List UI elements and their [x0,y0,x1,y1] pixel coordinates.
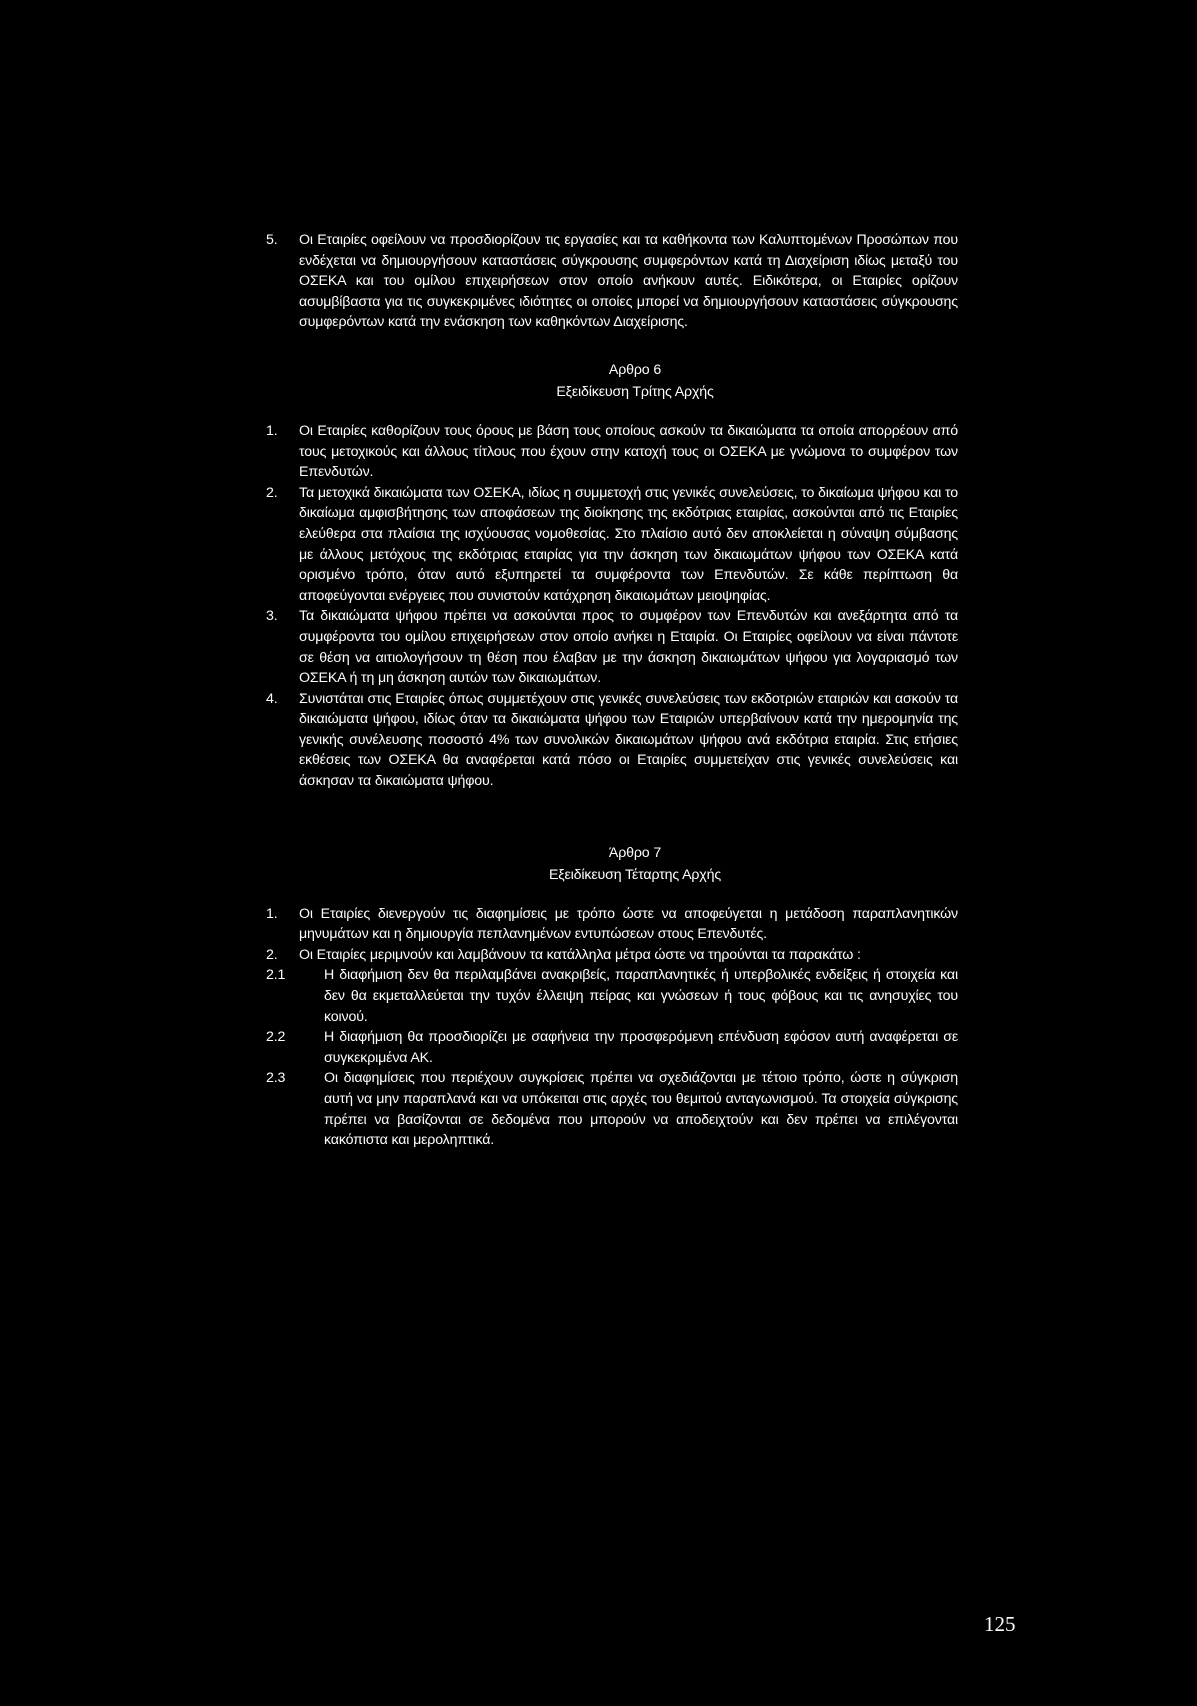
spacer [266,792,958,816]
page-number: 125 [984,1612,1016,1636]
article-title: Άρθρο 7 [608,844,662,861]
item-number: 2. [266,946,278,963]
article-7-item-1 [266,904,958,945]
article-subtitle: Εξειδίκευση Τέταρτης Αρχής [548,866,722,883]
article-7-item-2 [266,945,958,966]
item-text: Η διαφήμιση θα προσδιορίζει με σαφήνεια την προσφερόμενη επένδυση εφόσον αυτή αναφέρεται σε συγκεκριμένα ΑΚ. [324,1029,958,1066]
article-title: Αρθρο 6 [608,361,662,378]
item-number: 1. [266,422,278,439]
article-7-heading [266,842,958,886]
item-text: Τα δικαιώματα ψήφου πρέπει να ασκούνται προς το συμφέρον των Επενδυτών και ανεξάρτητα από τα συμφέροντα του ομίλου επιχειρήσεων στον οποίο ανήκει η Εταιρία. Οι Εταιρίες οφείλουν να είναι πάντοτε σε θέση να αιτιολογήσουν τη θέση που έλαβαν με την άσκηση δικαιωμάτων ψήφου για λογαριασμό των ΟΣΕΚΑ ή τη μη άσκηση αυτών των δικαιωμάτων. [299,608,958,687]
item-number: 3. [266,608,278,625]
article-6-item-3 [266,606,958,688]
item-text: Τα μετοχικά δικαιώματα των ΟΣΕΚΑ, ιδίως η συμμετοχή στις γενικές συνελεύσεις, το δικαίωμα ψήφου και το δικαίωμα αμφισβήτησης των αποφάσεων της διοίκησης της εκδότριας εταιρίας, ασκούνται από τις Εταιρίες ελεύθερα στα πλαίσια της ισχύουσας νομοθεσίας. Στο πλαίσιο αυτό δεν αποκλείεται η σύναψη σύμβασης με άλλους μετόχους της εκδότριας εταιρίας για την άσκηση των δικαιωμάτων ψήφου των ΟΣΕΚΑ κατά ορισμένο τρόπο, όταν αυτό εξυπηρετεί τα συμφέροντα των Επενδυτών. Σε κάθε περίπτωση θα αποφεύγονται ενέργειες που συνιστούν κατάχρηση δικαιωμάτων μειοψηφίας. [299,484,958,604]
article-6-item-1 [266,421,958,483]
article-6-heading [266,359,958,403]
item-text: Οι Εταιρίες διενεργούν τις διαφημίσεις με τρόπο ώστε να αποφεύγεται η μετάδοση παραπλανητικών μηνυμάτων και η δημιουργία πεπλανημένων εντυπώσεων στους Επενδυτές. [299,905,958,943]
article-7-subitem-2-1 [266,965,958,1027]
document-body [266,230,958,1151]
item-number: 1. [266,905,278,922]
paragraph-5 [266,230,958,333]
article-7-subitem-2-2 [266,1027,958,1068]
item-text: Συνιστάται στις Εταιρίες όπως συμμετέχουν στις γενικές συνελεύσεις των εκδοτριών εταιριών και ασκούν τα δικαιώματα ψήφου, ιδίως όταν τα δικαιώματα ψήφου των Εταιριών υπερβαίνουν κατά την ημερομηνία της γενικής συνέλευσης ποσοστό 4% των συνολικών δικαιωμάτων ψήφου ανά εκδότρια εταιρία. Στις ετήσιες εκθέσεις των ΟΣΕΚΑ θα αναφέρεται κατά πόσο οι Εταιρίες συμμετείχαν στις γενικές συνελεύσεις και άσκησαν τα δικαιώματα ψήφου. [299,690,958,790]
item-text: Οι διαφημίσεις που περιέχουν συγκρίσεις πρέπει να σχεδιάζονται με τέτοιο τρόπο, ώστε η σύγκριση αυτή να μην παραπλανά και να υπόκειται στις αρχές του θεμιτού ανταγωνισμού. Τα στοιχεία σύγκρισης πρέπει να βασίζονται σε δεδομένα που μπορούν να αποδειχτούν και δεν πρέπει να επιλέγονται κακόπιστα και μεροληπτικά. [324,1070,958,1149]
item-number: 2.3 [266,1070,286,1087]
article-6-item-4 [266,689,958,792]
item-number: 2.2 [266,1029,286,1046]
item-text: Η διαφήμιση δεν θα περιλαμβάνει ανακριβείς, παραπλανητικές ή υπερβολικές ενδείξεις ή στοιχεία και δεν θα εκμεταλλεύεται την τυχόν έλλειψη πείρας και γνώσεων ή τους φόβους και τις ανησυχίες του κοινού. [324,967,958,1025]
item-number: 2. [266,484,278,501]
article-subtitle: Εξειδίκευση Τρίτης Αρχής [556,383,714,400]
item-text: Οι Εταιρίες οφείλουν να προσδιορίζουν τις εργασίες και τα καθήκοντα των Καλυπτομένων Προσώπων που ενδέχεται να δημιουργήσουν καταστάσεις σύγκρουσης συμφερόντων κατά τη Διαχείριση ιδίως μεταξύ του ΟΣΕΚΑ και του ομίλου επιχειρήσεων στον οποίο ανήκουν αυτές. Ειδικότερα, οι Εταιρίες ορίζουν ασυμβίβαστα για τις συγκεκριμένες ιδιότητες οι οποίες μπορεί να δημιουργήσουν καταστάσεις σύγκρουσης συμφερόντων κατά την ενάσκηση των καθηκόντων Διαχείρισης. [299,232,958,331]
item-text: Οι Εταιρίες μεριμνούν και λαμβάνουν τα κατάλληλα μέτρα ώστε να τηρούνται τα παρακάτω : [299,946,861,963]
item-number: 4. [266,690,278,707]
item-text: Οι Εταιρίες καθορίζουν τους όρους με βάση τους οποίους ασκούν τα δικαιώματα τα οποία απορρέουν από τους μετοχικούς και άλλους τίτλους που έχουν στην κατοχή τους οι ΟΣΕΚΑ με γνώμονα το συμφέρον των Επενδυτών. [299,422,958,481]
item-number: 5. [266,232,278,248]
article-6-item-2 [266,483,958,607]
article-7-subitem-2-3 [266,1068,958,1150]
item-number: 2.1 [266,967,286,984]
